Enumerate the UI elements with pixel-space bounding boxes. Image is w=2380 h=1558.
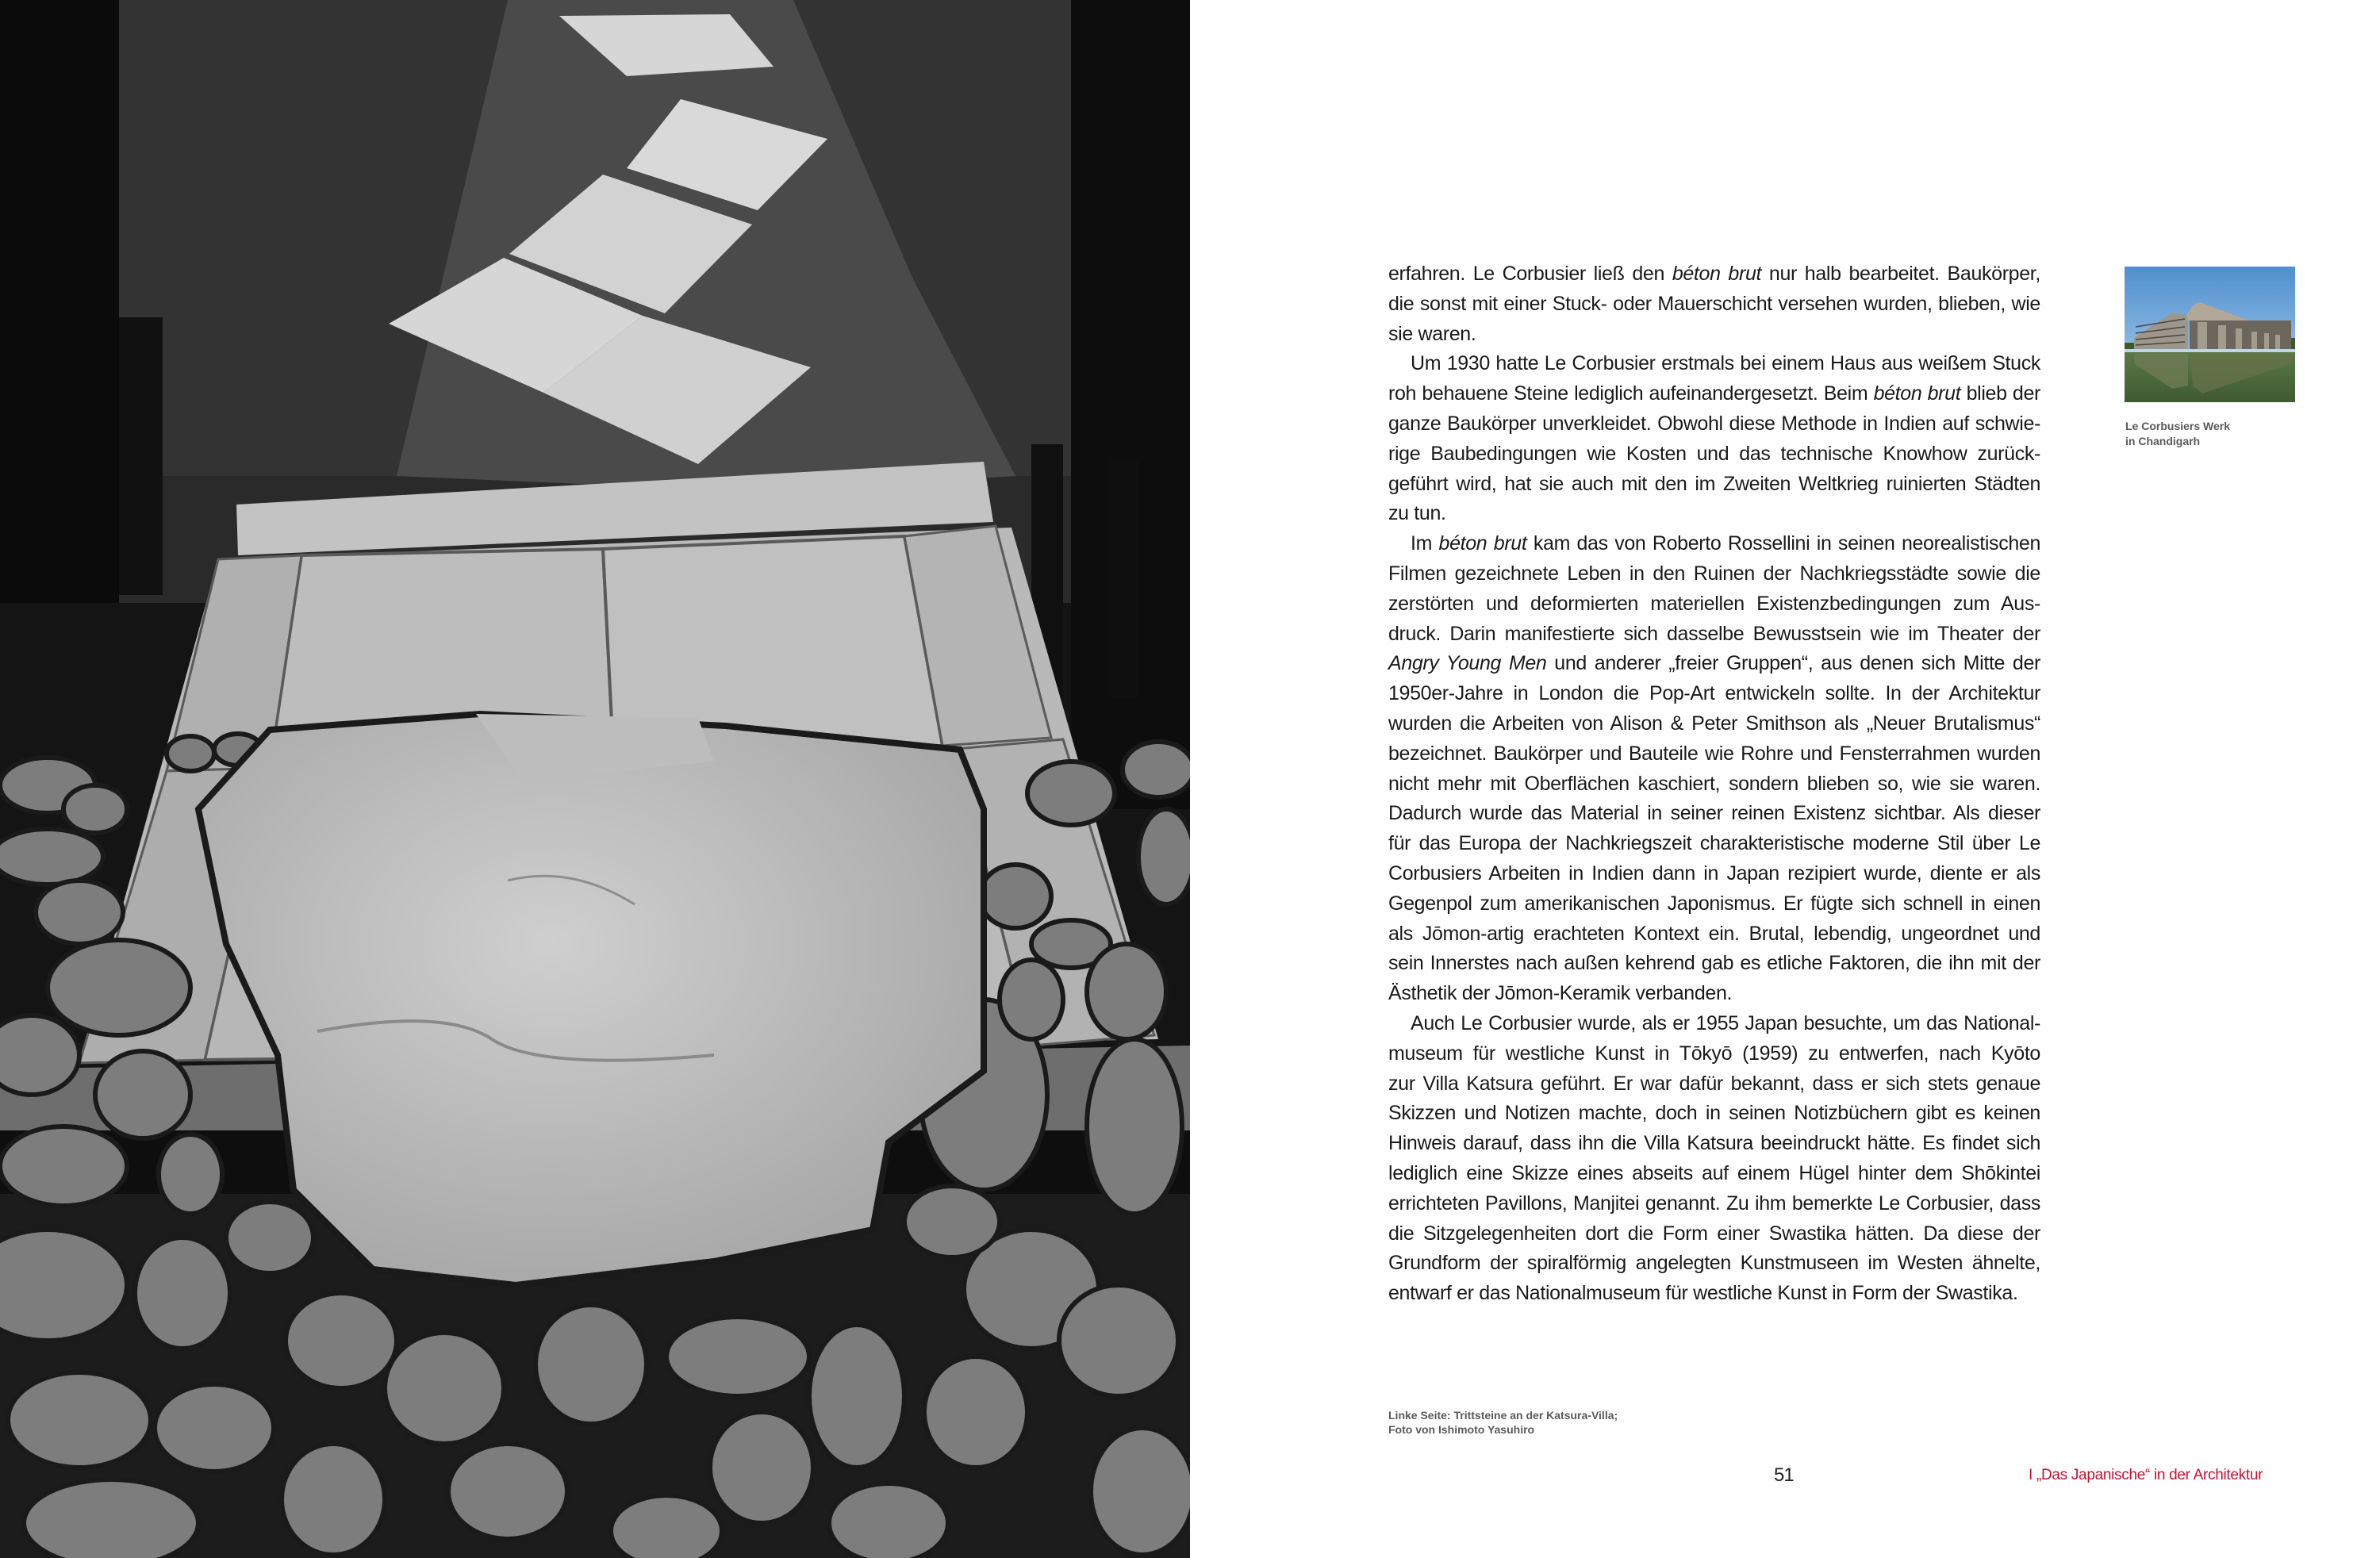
body-text-line: Gegenpol zum amerikanischen Japonismus. Er fügte sich schnell in einen <box>1388 892 2040 915</box>
body-text-line: zur Villa Katsura geführt. Er war dafür bekannt, dass er sich stets genaue <box>1388 1072 2040 1095</box>
body-text-line: Dadurch wurde das Material in seiner reinen Existenz sichtbar. Als dieser <box>1388 802 2040 825</box>
caption-line: Foto von Ishimoto Yasuhiro <box>1388 1423 1535 1436</box>
margin-figure <box>2125 267 2295 402</box>
body-text-line: zerstörten und deformierten materiellen Existenzbedingungen zum Aus- <box>1388 592 2040 615</box>
body-text-line: Hinweis darauf, dass ihn die Villa Katsura beeindruckt hätte. Es findet sich <box>1388 1132 2040 1155</box>
body-text-line: bezeichnet. Baukörper und Bauteile wie Rohre und Fensterrahmen wurden <box>1388 742 2040 765</box>
body-text-line: entwarf er das Nationalmuseum für westliche Kunst in Form der Swastika. <box>1388 1282 2018 1305</box>
body-text-line: für das Europa der Nachkriegszeit charakteristische moderne Stil über Le <box>1388 832 2040 855</box>
body-text-line: sein Innerstes nach außen kehrend gab es etliche Faktoren, die ihn mit der <box>1388 952 2040 975</box>
body-text-line: lediglich eine Skizze eines abseits auf einem Hügel hinter dem Shōkintei <box>1388 1161 2040 1184</box>
body-text-line: Grundform der spiralförmig angelegten Kunstmuseen im Westen ähnelte, <box>1388 1252 2040 1275</box>
body-text-line: roh behauene Steine lediglich aufeinandergesetzt. Beim béton brut blieb der <box>1388 382 2040 405</box>
body-text-line: als Jōmon-artig erachteten Kontext ein. Brutal, lebendig, ungeordnet und <box>1388 922 2040 945</box>
body-text-line: rige Baubedingungen wie Kosten und das technische Knowhow zurück- <box>1388 442 2040 465</box>
body-text-line: erfahren. Le Corbusier ließ den béton brut nur halb bearbeitet. Baukörper, <box>1388 263 2040 285</box>
body-text-line: Corbusiers Arbeiten in Indien dann in Japan rezipiert wurde, diente er als <box>1388 862 2040 885</box>
body-text-line: Im béton brut kam das von Roberto Rossellini in seinen neorealistischen <box>1411 532 2041 555</box>
body-text-column <box>1388 259 2040 1309</box>
running-footer: I „Das Japanische“ in der Architektur <box>2029 1467 2263 1483</box>
body-text-line: museum für westliche Kunst in Tōkyō (1959) zu entwerfen, nach Kyōto <box>1388 1042 2040 1065</box>
body-text-line: Auch Le Corbusier wurde, als er 1955 Japan besuchte, um das National- <box>1411 1011 2040 1034</box>
caption-line: Le Corbusiers Werk <box>2125 420 2231 432</box>
body-text-line: druck. Darin manifestierte sich dasselbe Bewusstsein wie im Theater der <box>1388 622 2040 645</box>
page-number: 51 <box>1774 1464 1794 1486</box>
body-text-line: 1950er-Jahre in London die Pop-Art entwickeln sollte. In der Architektur <box>1388 682 2040 705</box>
chandigarh-building-photo-icon <box>2125 267 2295 402</box>
body-text-line: die Sitzgelegenheiten dort die Form einer Swastika hätten. Da diese der <box>1388 1222 2040 1245</box>
body-text-line: nicht mehr mit Oberflächen kaschiert, sondern blieben so, wie sie waren. <box>1388 772 2040 795</box>
body-text-line: geführt wird, hat sie auch mit den im Zweiten Weltkrieg ruinierten Städten <box>1388 472 2040 495</box>
body-text-line: Skizzen und Notizen machte, doch in seinen Notizbüchern gibt es keinen <box>1388 1102 2040 1125</box>
left-photo-caption <box>1388 1408 1706 1437</box>
body-text-line: Ästhetik der Jōmon-Keramik verbanden. <box>1388 982 1733 1005</box>
body-text-line: zu tun. <box>1388 502 1446 525</box>
body-text-line: Um 1930 hatte Le Corbusier erstmals bei einem Haus aus weißem Stuck <box>1411 352 2040 375</box>
body-text-line: Filmen gezeichnete Leben in den Ruinen der Nachkriegsstädte sowie die <box>1388 562 2040 585</box>
body-text-line: wurden die Arbeiten von Alison & Peter Smithson als „Neuer Brutalismus“ <box>1388 712 2040 735</box>
body-text-line: sie waren. <box>1388 322 1476 345</box>
body-text-line: errichteten Pavillons, Manjitei genannt. Zu ihm bemerkte Le Corbusier, dass <box>1388 1192 2040 1215</box>
body-text-line: die sonst mit einer Stuck- oder Mauerschicht versehen wurden, blieben, wie <box>1388 292 2040 315</box>
body-text-line: Angry Young Men und anderer „freier Gruppen“, aus denen sich Mitte der <box>1388 652 2040 675</box>
body-text-line: ganze Baukörper unverkleidet. Obwohl diese Methode in Indien auf schwie- <box>1388 412 2040 435</box>
margin-figure-caption <box>2125 419 2284 449</box>
caption-line: in Chandigarh <box>2125 435 2201 447</box>
caption-line: Linke Seite: Trittsteine an der Katsura-Villa; <box>1388 1409 1618 1422</box>
